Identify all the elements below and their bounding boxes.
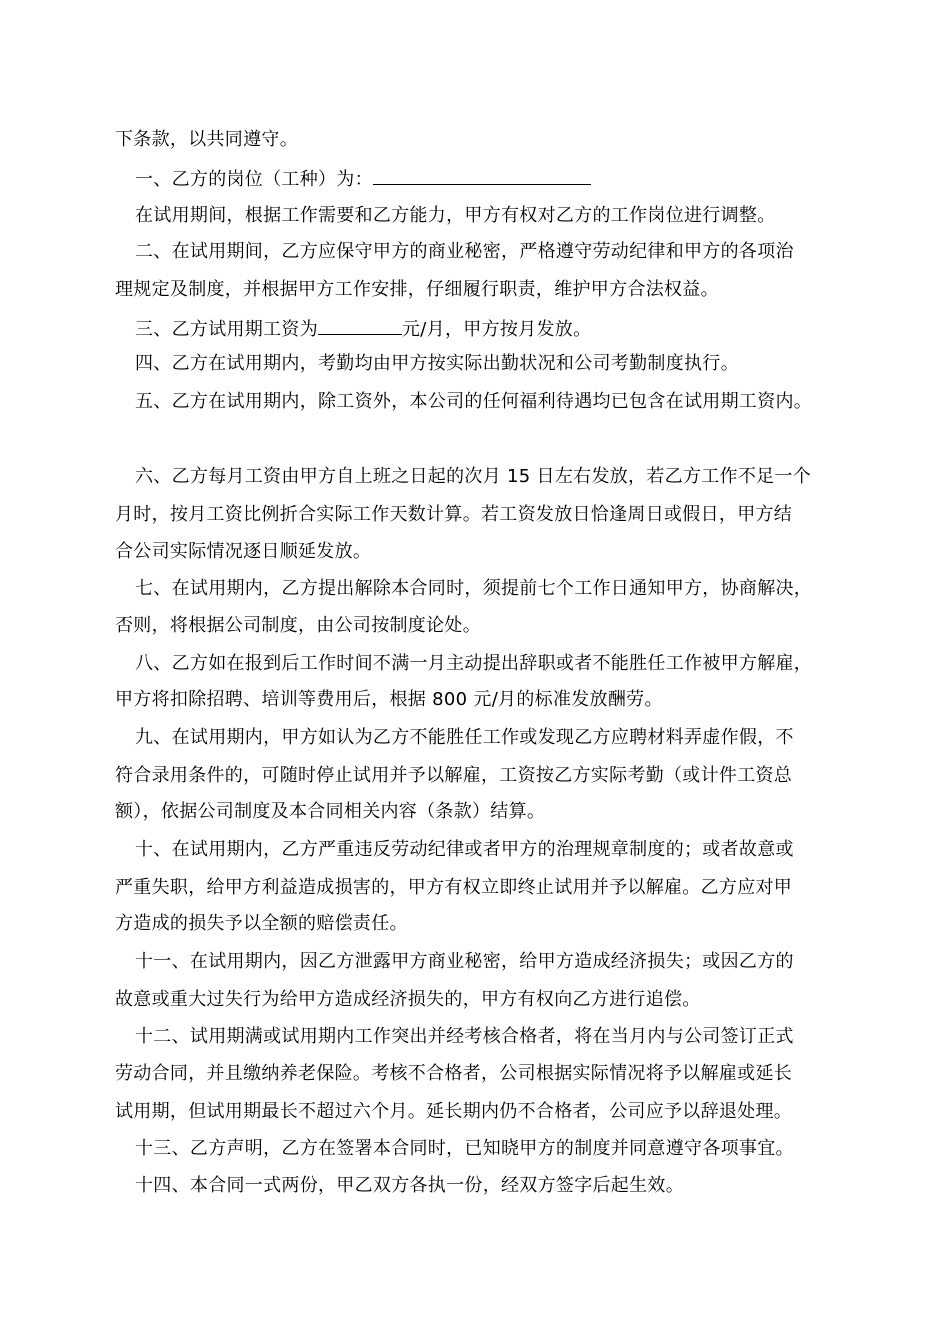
- paragraph-line: 故意或重大过失行为给甲方造成经济损失的，甲方有权向乙方进行追偿。: [115, 989, 701, 1010]
- clause-2-line: 二、在试用期间，乙方应保守甲方的商业秘密，严格遵守劳动纪律和甲方的各项治: [135, 241, 794, 262]
- clause-14-line: 十四、本合同一式两份，甲乙双方各执一份，经双方签字后起生效。: [135, 1175, 684, 1196]
- paragraph-line: 严重失职，给甲方利益造成损害的，甲方有权立即终止试用并予以解雇。乙方应对甲: [115, 877, 793, 898]
- paragraph-line: 方造成的损失予以全额的赔偿责任。: [115, 913, 408, 934]
- salary-blank[interactable]: [318, 316, 402, 335]
- clause-11-line: 十一、在试用期内，因乙方泄露甲方商业秘密，给甲方造成经济损失；或因乙方的: [135, 951, 794, 972]
- clause-3-line: [135, 316, 591, 342]
- clause-3-text-b: 元/月，甲方按月发放。: [402, 319, 592, 340]
- clause-13-line: 十三、乙方声明，乙方在签署本合同时，已知晓甲方的制度并同意遵守各项事宜。: [135, 1138, 794, 1159]
- paragraph-line: 在试用期间，根据工作需要和乙方能力，甲方有权对乙方的工作岗位进行调整。: [135, 205, 776, 226]
- clause-8-line: 八、乙方如在报到后工作时间不满一月主动提出辞职或者不能胜任工作被甲方解雇，: [135, 653, 813, 674]
- clause-1-text: 一、乙方的岗位（工种）为：: [135, 169, 373, 190]
- clause-7-line: 七、在试用期内，乙方提出解除本合同时，须提前七个工作日通知甲方，协商解决，: [135, 578, 813, 599]
- paragraph-line: 月时，按月工资比例折合实际工作天数计算。若工资发放日恰逢周日或假日，甲方结: [115, 504, 793, 525]
- paragraph-line: 合公司实际情况逐日顺延发放。: [115, 541, 372, 562]
- paragraph-line: 下条款，以共同遵守。: [115, 129, 298, 150]
- paragraph-line: 试用期，但试用期最长不超过六个月。延长期内仍不合格者，公司应予以辞退处理。: [115, 1101, 793, 1122]
- clause-10-line: 十、在试用期内，乙方严重违反劳动纪律或者甲方的治理规章制度的；或者故意或: [135, 839, 794, 860]
- clause-4-line: 四、乙方在试用期内，考勤均由甲方按实际出勤状况和公司考勤制度执行。: [135, 353, 739, 374]
- clause-6-line: 六、乙方每月工资由甲方自上班之日起的次月 15 日左右发放，若乙方工作不足一个: [135, 466, 812, 487]
- clause-12-line: 十二、试用期满或试用期内工作突出并经考核合格者，将在当月内与公司签订正式: [135, 1026, 794, 1047]
- clause-9-line: 九、在试用期内，甲方如认为乙方不能胜任工作或发现乙方应聘材料弄虚作假，不: [135, 727, 794, 748]
- paragraph-line: 理规定及制度，并根据甲方工作安排，仔细履行职责，维护甲方合法权益。: [115, 279, 719, 300]
- paragraph-line: 符合录用条件的，可随时停止试用并予以解雇，工资按乙方实际考勤（或计件工资总: [115, 765, 793, 786]
- clause-1-line: [135, 166, 591, 192]
- paragraph-line: 额），依据公司制度及本合同相关内容（条款）结算。: [115, 801, 546, 822]
- clause-5-line: 五、乙方在试用期内，除工资外，本公司的任何福利待遇均已包含在试用期工资内。: [135, 391, 813, 412]
- paragraph-line: 劳动合同，并且缴纳养老保险。考核不合格者，公司根据实际情况将予以解雇或延长: [115, 1063, 793, 1084]
- position-blank[interactable]: [373, 166, 591, 185]
- paragraph-line: 否则，将根据公司制度，由公司按制度论处。: [115, 615, 481, 636]
- clause-3-text-a: 三、乙方试用期工资为: [135, 319, 318, 340]
- paragraph-line: 甲方将扣除招聘、培训等费用后，根据 800 元/月的标准发放酬劳。: [115, 689, 663, 710]
